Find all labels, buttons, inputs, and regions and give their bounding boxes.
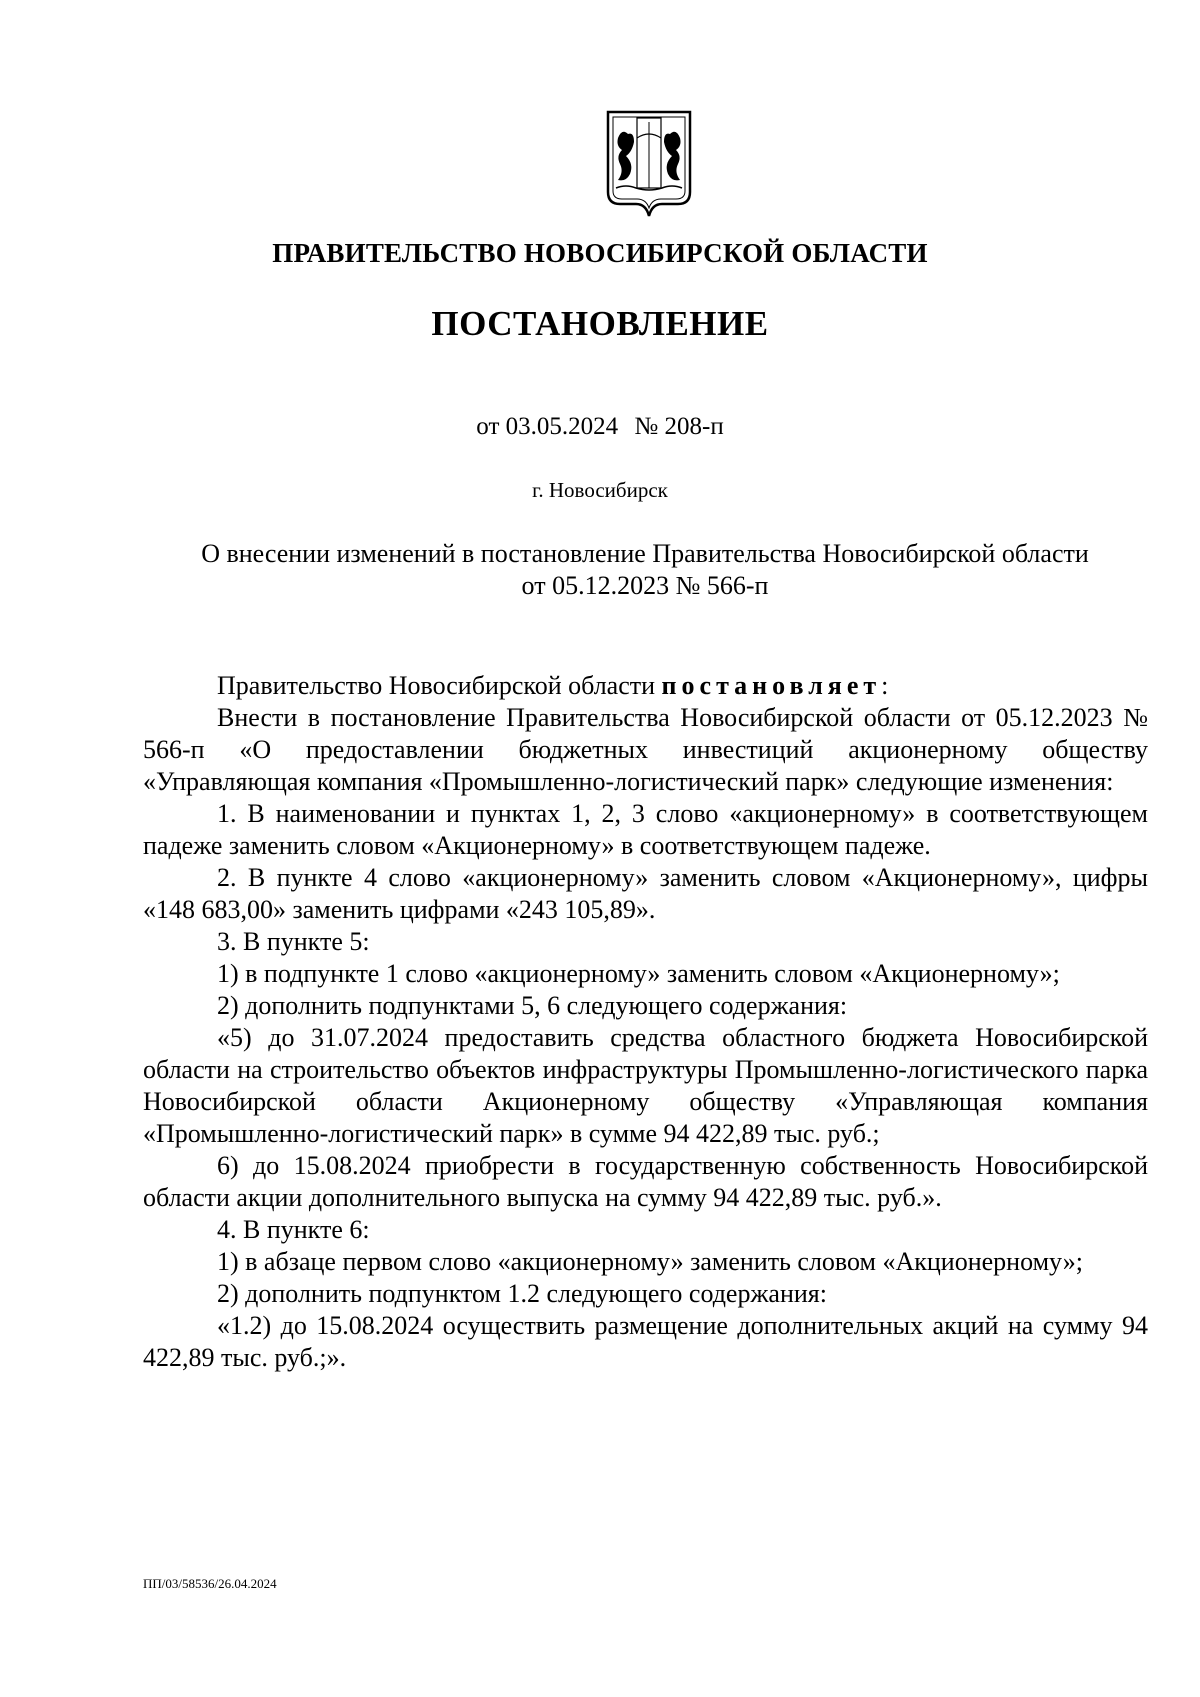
- footer-document-code: ПП/03/58536/26.04.2024: [143, 1576, 277, 1591]
- document-subject: [150, 538, 1140, 602]
- body-paragraph: 2) дополнить подпунктами 5, 6 следующего содержания:: [217, 991, 848, 1020]
- document-date: от 03.05.2024: [476, 413, 619, 440]
- body-paragraph: 2) дополнить подпунктом 1.2 следующего содержания:: [217, 1279, 827, 1308]
- body-paragraph: 6) до 15.08.2024 приобрести в государственную собственность Новосибирской области акции дополнительного выпуска на сумму 94 422,89 тыс. руб.».: [143, 1151, 1148, 1212]
- body-paragraph: «5) до 31.07.2024 предоставить средства областного бюджета Новосибирской области на строительство объектов инфраструктуры Промышленно-логистического парка Новосибирской области Акционерному обществу «Управляющая компания «Промышленно-логистический парк» в сумме 94 422,89 тыс. руб.;: [143, 1023, 1148, 1148]
- preamble-start: Правительство Новосибирской области: [217, 671, 662, 700]
- body-paragraph: 1) в подпункте 1 слово «акционерному» заменить словом «Акционерному»;: [217, 959, 1060, 988]
- body-paragraph: 2. В пункте 4 слово «акционерному» заменить словом «Акционерному», цифры «148 683,00» заменить цифрами «243 105,89».: [143, 863, 1148, 924]
- body-paragraph: 1) в абзаце первом слово «акционерному» заменить словом «Акционерному»;: [217, 1247, 1083, 1276]
- organization-title: ПРАВИТЕЛЬСТВО НОВОСИБИРСКОЙ ОБЛАСТИ: [272, 238, 928, 268]
- document-city: г. Новосибирск: [532, 478, 668, 502]
- body-paragraph: 4. В пункте 6:: [217, 1215, 370, 1244]
- document-type-title: ПОСТАНОВЛЕНИЕ: [431, 304, 769, 343]
- document-number: № 208-п: [634, 413, 724, 440]
- document-date-number: [0, 413, 1200, 441]
- preamble-resolves: постановляет: [661, 671, 882, 700]
- subject-line-2: от 05.12.2023 № 566-п: [521, 571, 769, 600]
- coat-of-arms-icon: [604, 108, 694, 220]
- body-paragraph: 1. В наименовании и пунктах 1, 2, 3 слово «акционерному» в соответствующем падеже заменить словом «Акционерному» в соответствующем падеже.: [143, 799, 1148, 860]
- body-paragraph: «1.2) до 15.08.2024 осуществить размещение дополнительных акций на сумму 94 422,89 тыс. руб.;».: [143, 1311, 1148, 1372]
- body-paragraph: 3. В пункте 5:: [217, 927, 370, 956]
- preamble-end: :: [881, 671, 889, 700]
- document-body: [143, 670, 1148, 1374]
- subject-line-1: О внесении изменений в постановление Правительства Новосибирской области: [201, 539, 1089, 568]
- preamble-paragraph: [143, 670, 1148, 702]
- intro-paragraph: Внести в постановление Правительства Новосибирской области от 05.12.2023 № 566-п «О предоставлении бюджетных инвестиций акционерному обществу «Управляющая компания «Промышленно-логистический парк» следующие изменения:: [143, 703, 1148, 796]
